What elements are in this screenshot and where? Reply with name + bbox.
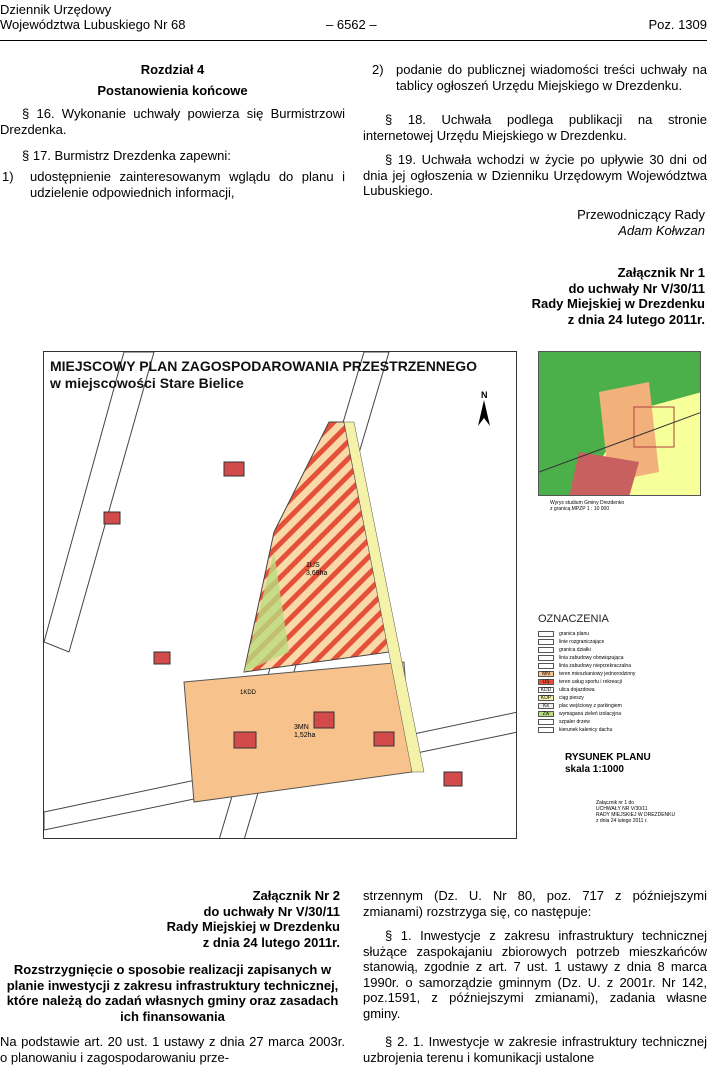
legend-swatch: US	[538, 679, 554, 685]
legend-swatch: KDP	[538, 695, 554, 701]
annex-2-title: Rozstrzygnięcie o sposobie realizacji zapisanych w planie inwestycji z zakresu infrastruktury technicznej, które należą do zadań własnych gminy oraz zasadach ich finansowania	[6, 962, 339, 1024]
item-1-text: udostępnienie zainteresowanym wglądu do planu i udzielenie odpowiednich informacji,	[30, 169, 345, 200]
paragraph-19: § 19. Uchwała wchodzi w życie po upływie 30 dni od dnia jej ogłoszenia w Dzienniku Urzędowym Województwa Lubuskiego.	[363, 152, 707, 198]
legend-swatch	[538, 727, 554, 733]
legend-item	[538, 630, 703, 638]
paragraph-17: § 17. Burmistrz Drezdenka zapewni:	[22, 148, 231, 163]
legend-swatch	[538, 631, 554, 637]
map-annex-note-line4: z dnia 24 lutego 2011 r.	[596, 818, 648, 824]
item-1-number: 1)	[2, 169, 14, 184]
legend-swatch: KDD	[538, 687, 554, 693]
legend-label: kierunek kalenicy dachu	[559, 727, 613, 733]
map-annex-note	[596, 800, 675, 824]
journal-title: Dziennik Urzędowy	[0, 2, 112, 17]
legend-swatch	[538, 719, 554, 725]
label-mn	[294, 724, 315, 740]
paragraph-16: § 16. Wykonanie uchwały powierza się Burmistrzowi Drezdenka.	[0, 106, 345, 137]
legend-swatch: Ks	[538, 703, 554, 709]
annex-1-header	[405, 265, 705, 327]
legend-label: szpaler drzew	[559, 719, 590, 725]
label-us-code: 1US	[306, 562, 320, 569]
header-rule	[0, 40, 707, 41]
map-title	[50, 358, 477, 392]
study-excerpt-drawing	[539, 352, 701, 496]
label-us	[306, 562, 327, 578]
map-annex-note-line3: RADY MIEJSKIEJ W DREZDENKU	[596, 812, 676, 818]
legend-label: granica planu	[559, 631, 590, 637]
page-header	[0, 2, 707, 32]
legend-item	[538, 694, 703, 702]
annex-1-line2: do uchwały Nr V/30/11	[568, 280, 705, 296]
map-title-line2: w miejscowości Stare Bielice	[50, 375, 244, 391]
study-excerpt-caption-line1: Wyrys studium Gminy Drezdenko	[550, 500, 625, 506]
annex-2-line3: Rady Miejskiej w Drezdenku	[166, 919, 340, 934]
legend-swatch	[538, 639, 554, 645]
legend-label: ulica dojazdowa	[559, 687, 595, 693]
legend-label: wymagana zieleń izolacyjna	[559, 711, 621, 717]
legend-item	[538, 702, 703, 710]
item-2-text: podanie do publicznej wiadomości treści uchwały na tablicy ogłoszeń Urzędu Miejskiego w Drezdenku.	[396, 62, 707, 93]
legend-item	[538, 638, 703, 646]
north-arrow-icon	[478, 400, 490, 426]
plan-map-drawing	[44, 352, 517, 839]
annex-1-line1: Załącznik Nr 1	[617, 265, 705, 280]
legend-title: OZNACZENIA	[538, 613, 609, 625]
legend-list	[538, 630, 703, 734]
legend-label: teren usług sportu i rekreacji	[559, 679, 622, 685]
annex-2-line4: z dnia 24 lutego 2011r.	[202, 934, 340, 950]
annex-2-paragraph-1: § 1. Inwestycje z zakresu infrastruktury technicznej służące zaspokajaniu zbiorowych potrzeb mieszkańców stanowią, zgodnie z art. 7 ust. 1 ustawy z dnia 8 marca 1990r. o samorządzie gminnym (Dz. U. z 2001r. Nr 142, poz.1591, z późniejszymi zmianami), zadania własne gminy.	[363, 928, 707, 1021]
annex-2-paragraph-2: § 2. 1. Inwestycje w zakresie infrastruktury technicznej uzbrojenia terenu i komunikacji ustalone	[363, 1034, 707, 1065]
legend-label: granica działki	[559, 647, 591, 653]
legend-item	[538, 718, 703, 726]
signature-name: Adam Kołwzan	[618, 223, 705, 238]
map-title-line1: MIEJSCOWY PLAN ZAGOSPODAROWANIA PRZESTRZENNEGO	[50, 358, 478, 374]
legend-label: linia zabudowy nieprzekraczalna	[559, 663, 631, 669]
study-excerpt-caption-line2: z granicą MPZP 1 : 10 000	[550, 506, 610, 512]
legend-label: ciąg pieszy	[559, 695, 584, 701]
chapter-subtitle: Postanowienia końcowe	[97, 83, 248, 98]
plan-drawing-title: RYSUNEK PLANU	[565, 752, 651, 763]
legend-item	[538, 710, 703, 718]
legend-item	[538, 726, 703, 734]
legend-item	[538, 662, 703, 670]
annex-1-line3: Rady Miejskiej w Drezdenku	[531, 296, 705, 311]
legend-item	[538, 654, 703, 662]
svg-text:N: N	[481, 390, 488, 400]
legend-swatch	[538, 647, 554, 653]
label-us-area: 3,69ha	[306, 570, 328, 577]
legend-label: linia zabudowy obowiązująca	[559, 655, 624, 661]
annex-2-line2: do uchwały Nr V/30/11	[203, 903, 340, 919]
plan-scale: skala 1:1000	[565, 764, 624, 775]
map-annex-note-line1: Załącznik nr 1 do	[596, 800, 635, 806]
map-annex-note-line2: UCHWAŁY NR V/30/11	[596, 806, 648, 812]
study-excerpt-map	[538, 351, 701, 496]
legend-item	[538, 686, 703, 694]
legend-item	[538, 678, 703, 686]
label-mn-code: 3MN	[294, 724, 309, 731]
legend-label: teren mieszkaniowy jednorodzinny	[559, 671, 636, 677]
plan-map	[43, 351, 517, 839]
legend-item	[538, 670, 703, 678]
legend-item	[538, 646, 703, 654]
legend-swatch	[538, 663, 554, 669]
signature-role: Przewodniczący Rady	[577, 207, 705, 222]
label-kdd: 1KDD	[240, 690, 257, 696]
page-number: – 6562 –	[326, 17, 377, 32]
item-2-number: 2)	[372, 62, 384, 77]
legend-label: plac wejściowy z parkingiem	[559, 703, 622, 709]
map-legend	[538, 612, 703, 734]
label-mn-area: 1,52ha	[294, 732, 316, 739]
legend-swatch: Zw	[538, 711, 554, 717]
journal-subtitle: Województwa Lubuskiego Nr 68	[0, 17, 186, 32]
chapter-title: Rozdział 4	[140, 62, 205, 77]
study-excerpt-caption	[550, 500, 650, 512]
legend-swatch: MN	[538, 671, 554, 677]
annex-2-intro: Na podstawie art. 20 ust. 1 ustawy z dnia 27 marca 2003r. o planowaniu i zagospodarowaniu prze-	[0, 1034, 345, 1065]
annex-2-header	[0, 888, 340, 950]
annex-2-line1: Załącznik Nr 2	[252, 888, 340, 903]
legend-label: linie rozgraniczające	[559, 639, 605, 645]
annex-2-intro-continued: strzennym (Dz. U. Nr 80, poz. 717 z późniejszymi zmianami) rozstrzyga się, co następuje:	[363, 888, 707, 919]
position-number: Poz. 1309	[648, 17, 707, 32]
legend-swatch	[538, 655, 554, 661]
paragraph-18: § 18. Uchwała podlega publikacji na stronie internetowej Urzędu Miejskiego w Drezdenku.	[363, 112, 707, 143]
plan-drawing-label	[565, 752, 651, 776]
annex-1-line4: z dnia 24 lutego 2011r.	[567, 311, 705, 327]
